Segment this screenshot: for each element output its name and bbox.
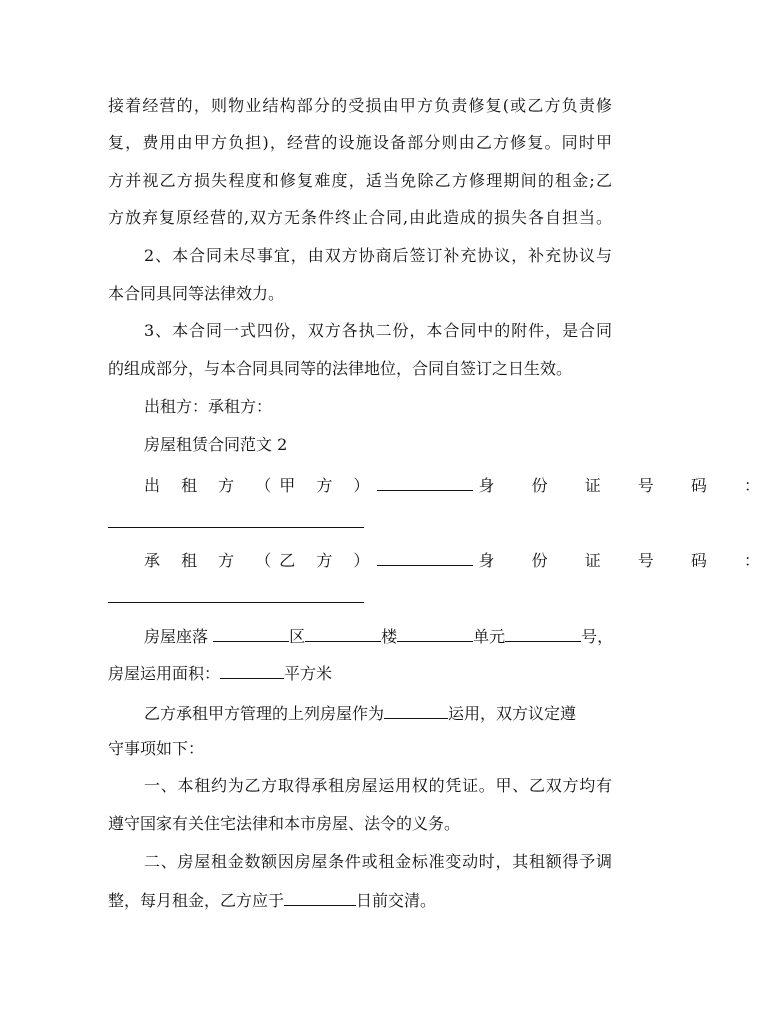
use-line-1 [144,702,612,724]
unit-label: 单元 [473,627,506,646]
signature-line: 出租方：承租方： [144,397,273,416]
lessor-name-blank[interactable] [377,474,473,491]
lessor-id-blank[interactable] [108,527,364,528]
section-heading: 房屋租赁合同范文 2 [144,435,288,454]
lessor-line [144,474,776,496]
district-label: 区 [289,627,306,646]
address-prefix: 房屋座落 [144,627,209,646]
paragraph-1-line-3: 方并视乙方损失程度和修复难度，适当免除乙方修理期间的租金;乙 [108,171,612,190]
use-suffix: 运用，双方议定遵 [448,704,577,723]
paragraph-3-line-2: 的组成部分，与本合同具同等的法律地位，合同自签订之日生效。 [108,359,573,378]
lessee-id-blank[interactable] [108,602,364,603]
paragraph-1-line-4: 方放弃复原经营的,双方无条件终止合同,由此造成的损失各自担当。 [108,208,612,227]
item-1-line-2: 遵守国家有关住宅法律和本市房屋、法令的义务。 [108,814,461,833]
address-line [144,625,612,647]
lessor-id-label: 身 份 证 号 码 ： [478,476,776,495]
building-label: 楼 [381,627,398,646]
number-label: 号， [581,627,614,646]
unit-blank[interactable] [397,625,473,642]
item-2-line-2 [108,889,612,911]
area-unit: 平方米 [284,664,333,683]
paragraph-2-line-1: 2、本合同未尽事宜，由双方协商后签订补充协议，补充协议与 [144,246,612,265]
district-blank[interactable] [213,625,289,642]
paragraph-1-line-1: 接着经营的，则物业结构部分的受损由甲方负责修复(或乙方负责修 [108,96,612,115]
area-line [108,662,612,684]
use-line-2: 守事项如下： [108,739,205,758]
area-prefix: 房屋运用面积： [108,664,221,683]
item-2-prefix: 整，每月租金，乙方应于 [108,891,285,910]
lessee-label: 承 租 方 （乙 方 ） [144,551,378,570]
paragraph-1-line-2: 复，费用由甲方负担)，经营的设施设备部分则由乙方修复。同时甲 [108,133,612,152]
lessee-id-label: 身 份 证 号 码 ： [478,551,776,570]
use-prefix: 乙方承租甲方管理的上列房屋作为 [144,704,385,723]
number-blank[interactable] [505,625,581,642]
lessee-line [144,549,776,571]
lessee-name-blank[interactable] [377,549,473,566]
paragraph-3-line-1: 3、本合同一式四份，双方各执二份，本合同中的附件，是合同 [144,321,612,340]
paragraph-2-line-2: 本合同具同等法律效力。 [108,284,285,303]
item-2-suffix: 日前交清。 [356,891,437,910]
lessor-label: 出 租 方 （甲 方 ） [144,476,378,495]
use-blank[interactable] [384,702,448,719]
area-blank[interactable] [220,662,284,679]
payment-day-blank[interactable] [284,889,356,906]
building-blank[interactable] [305,625,381,642]
item-2-line-1: 二、房屋租金数额因房屋条件或租金标准变动时，其租额得予调 [144,852,612,871]
item-1-line-1: 一、本租约为乙方取得承租房屋运用权的凭证。甲、乙双方均有 [144,776,612,795]
